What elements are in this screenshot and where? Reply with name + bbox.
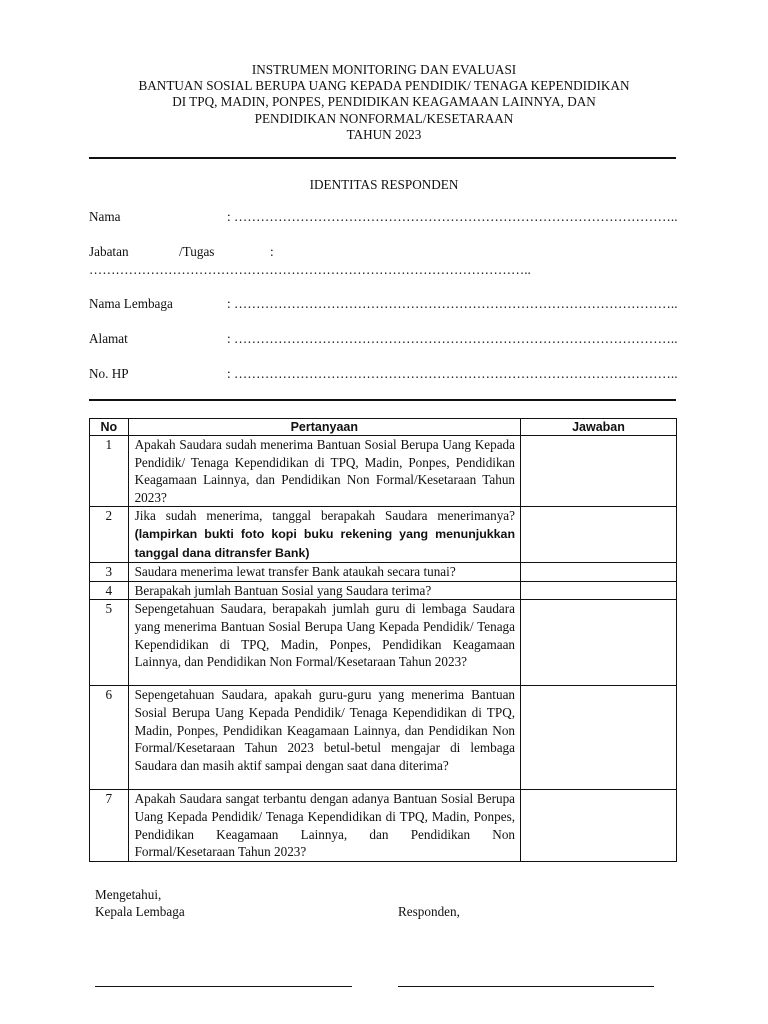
field-label-tugas: /Tugas	[179, 244, 215, 259]
field-label-nama: Nama	[89, 209, 121, 224]
questionnaire-table	[89, 418, 677, 862]
document-title	[0, 62, 768, 143]
answer-cell[interactable]	[521, 507, 677, 563]
title-line-1: INSTRUMEN MONITORING DAN EVALUASI	[251, 62, 517, 77]
answer-cell[interactable]	[521, 581, 677, 600]
table-row	[90, 563, 677, 582]
title-line-5: TAHUN 2023	[346, 126, 422, 142]
table-row	[90, 507, 677, 563]
answer-cell[interactable]	[521, 790, 677, 861]
header-no: No	[90, 419, 129, 436]
table-row	[90, 436, 677, 507]
signature-acknowledged-label: Mengetahui,	[95, 887, 162, 902]
row-question-bold-note: (lampirkan bukti foto kopi buku rekening yang menunjukkan tanggal dana ditransfer Bank)	[134, 526, 516, 560]
field-colon-jabatan: :	[270, 244, 274, 259]
title-line-2: BANTUAN SOSIAL BERUPA UANG KEPADA PENDIDIK/ TENAGA KEPENDIDIKAN	[138, 78, 630, 94]
row-number: 7	[90, 790, 129, 861]
signature-respondent-label: Responden,	[398, 904, 460, 919]
signature-head-label: Kepala Lembaga	[95, 904, 185, 919]
row-question: Sepengetahuan Saudara, apakah guru-guru yang menerima Bantuan Sosial Berupa Uang Kepada Pendidik/ Tenaga Kependidikan di TPQ, Madin, Ponpes, Pendidikan Keagamaan Lainnya, dan Pendidikan Non Formal/Kesetaraan Tahun 2023 betul-betul mengajar di lembaga Saudara dan masih aktif sampai dengan saat dana diterima?	[128, 686, 520, 790]
field-label-no-hp: No. HP	[89, 366, 129, 381]
row-question: Saudara menerima lewat transfer Bank ataukah secara tunai?	[128, 563, 520, 582]
field-input-jabatan[interactable]: ………………………………………………………………………………………..	[89, 262, 531, 277]
field-input-nama[interactable]: : ………………………………………………………………………………………..	[227, 209, 678, 224]
row-number: 3	[90, 563, 129, 582]
answer-cell[interactable]	[521, 563, 677, 582]
field-input-alamat[interactable]: : ………………………………………………………………………………………..	[227, 331, 678, 346]
row-number: 5	[90, 600, 129, 686]
signature-line-respondent[interactable]	[398, 986, 654, 987]
field-input-no-hp[interactable]: : ………………………………………………………………………………………..	[227, 366, 678, 381]
header-question: Pertanyaan	[128, 419, 520, 436]
row-question: Berapakah jumlah Bantuan Sosial yang Saudara terima?	[128, 581, 520, 600]
table-header-row	[90, 419, 677, 436]
row-question: Sepengetahuan Saudara, berapakah jumlah guru di lembaga Saudara yang menerima Bantuan Sosial Berupa Uang Kepada Pendidik/ Tenaga Kependidikan di TPQ, Madin, Ponpes, Pendidikan Keagamaan Lainnya, dan Pendidikan Non Formal/Kesetaraan Tahun 2023?	[128, 600, 520, 686]
row-question: Apakah Saudara sudah menerima Bantuan Sosial Berupa Uang Kepada Pendidik/ Tenaga Kependidikan di TPQ, Madin, Ponpes, Pendidikan Keagamaan Lainnya, dan Pendidikan Non Formal/Kesetaraan Tahun 2023?	[128, 436, 520, 507]
field-label-alamat: Alamat	[89, 331, 128, 346]
field-input-nama-lembaga[interactable]: : ………………………………………………………………………………………..	[227, 296, 678, 311]
header-divider	[89, 157, 676, 159]
table-row	[90, 790, 677, 861]
table-row	[90, 600, 677, 686]
table-row	[90, 686, 677, 790]
field-label-jabatan: Jabatan	[89, 244, 129, 259]
header-answer: Jawaban	[521, 419, 677, 436]
row-question	[128, 507, 520, 563]
signature-line-head[interactable]	[95, 986, 352, 987]
answer-cell[interactable]	[521, 600, 677, 686]
row-number: 1	[90, 436, 129, 507]
row-question-text: Jika sudah menerima, tanggal berapakah Saudara menerimanya?	[134, 508, 516, 524]
field-label-nama-lembaga: Nama Lembaga	[89, 296, 173, 311]
row-number: 6	[90, 686, 129, 790]
title-line-4: PENDIDIKAN NONFORMAL/KESETARAAN	[254, 110, 514, 126]
section-title: IDENTITAS RESPONDEN	[309, 177, 459, 192]
identity-divider	[89, 399, 676, 401]
table-row	[90, 581, 677, 600]
row-question: Apakah Saudara sangat terbantu dengan adanya Bantuan Sosial Berupa Uang Kepada Pendidik/ Tenaga Kependidikan di TPQ, Madin, Ponpes, Pendidikan Keagamaan Lainnya, dan Pendidikan Non Formal/Kesetaraan Tahun 2023?	[128, 790, 520, 861]
row-number: 2	[90, 507, 129, 563]
row-number: 4	[90, 581, 129, 600]
title-line-3: DI TPQ, MADIN, PONPES, PENDIDIKAN KEAGAMAAN LAINNYA, DAN	[172, 94, 596, 110]
answer-cell[interactable]	[521, 686, 677, 790]
answer-cell[interactable]	[521, 436, 677, 507]
